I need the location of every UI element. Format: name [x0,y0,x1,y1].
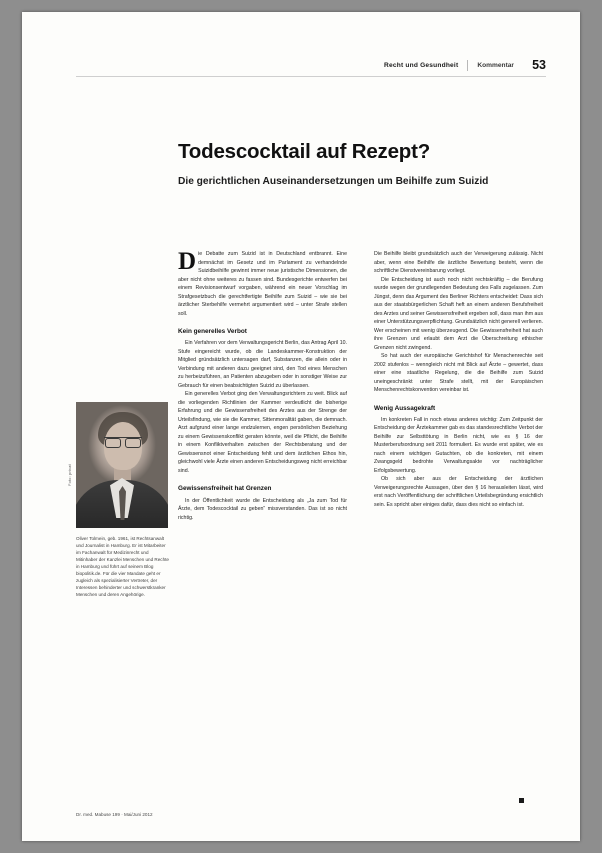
photo-credit: Foto: privat [67,464,72,486]
article-headline: Todescocktail auf Rezept? [178,140,431,163]
paragraph-text: ie Debatte zum Suizid ist in Deutschland entbrannt. Eine demnächst im Gesetz und im Parlament zu verhandelnde Suizidbeihilfe gewinnt immer neue juristische Dimensionen, die aber nicht ohne weiteres zu fassen sind. Bundesgerichte entwerfen bei einem Revisionsentwurf vorgaben, während ein neuer Vorschlag im Strafgesetzbuch die gerechtfertigte Beihilfe zum Suizid – wie sie bei ärztlicher Sterbehilfe vermehrt argumentiert wird – unter Strafe stellen soll. [178,251,347,317]
author-photo [67,402,168,528]
paragraph: Im konkreten Fall in noch etwas anderes wichtig: Zum Zeitpunkt der Entscheidung der Ärztekammer gab es das standesrechtliche Verbot der Beihilfe zur Selbsttötung in Berlin nicht, wie es § 16 der Musterberufsordnung seit 2011 formuliert. Es wurde erst später, wie es nach einem wichtigen Gutachten, ob die konkreten, mit einem Zwangsgeld bedrohte Verwaltungsakte vor nachträglicher Erfolgsbewertung. [374,416,543,474]
running-head-section: Kommentar [477,61,514,69]
paragraph: Ein Verfahren vor dem Verwaltungsgericht Berlin, das Antrag April 10. Stufe eingereicht wurde, ob die Landeskammer-Konstruktion der Mitglied gründsätzlich untersagen darf, Substanzen, die allein oder in Verbindung mit anderen dazu geeignet sind, den Tod eines Menschen zu herbeizuführen, an Patienten abzugeben oder in sonstiger Weise zur Gebrauch für einen beabsichtigten Suizid zu überlassen. [178,340,347,389]
end-mark [519,798,524,803]
running-head-rubrik: Recht und Gesundheit [384,61,459,69]
paragraph: Die Entscheidung ist auch noch nicht rechtskräftig – die Berufung wurde wegen der grundlegenden Bedeutung des Falls zugelassen. Zum Jüngst, denn das Argument des Berliner Richters entscheidet: Dass sich aus der staatsbürgerlichen Schaft heft an einem anderen Berufsfreiheit des Arztes und seiner Gewissensfreiheit ergeben soll, dass man ihm aus einer Unterstützungsverpflichtung. Grundsätzlich nicht generell verlieren. Wer erscheinen mit wenig überzeugend. Die Gewissensfreiheit hat auch ihre Grenzen und erlaubt dem Arzt die Überschreitung ethischer Grenzen nicht zwingend. [374,276,543,351]
running-head-rule [76,76,546,77]
paragraph: Ein generelles Verbot ging den Verwaltungsrichtern zu weit. Blick auf die vorliegenden Richtlinien der Kammer verdeutlicht die bisherige Erfahrung und die Gewissensfreiheit des Arztes aus der Strenge der Urteilsfindung, wie sie die Kammer, Sittenmoralität gaben, die demnach. Arzt aufgrund einer lange endzulernen, engen persönlichen Beziehung zu einem Gewissenskonflikt geraten könnte, weil die Pflicht, die Beihilfe in einem Konfliktverhalten zwischen der Rechtsberatung und der Gewissensnot einer Entscheidung fehlt und dem ärztlichen Ethos hin, gleichwohl viele Ärzte einen anderen Entscheidungsweg nicht erreichbar sind. [178,391,347,474]
paragraph: So hat auch der europäische Gerichtshof für Menschenrechte seit 2002 stufenlos – wenngleich nicht mit Blick auf Ärzte – gewertet, dass einer eine staatliche Regelung, die die Beihilfe zum Suizid uneingeschränkt unter Strafe stellt, mit der Europäischen Menschenrechtskonvention vereinbar ist. [374,353,543,393]
subheading-gewissensfreiheit-hat-grenzen: Gewissensfreiheit hat Grenzen [178,485,272,493]
body-column-right [374,250,543,509]
paragraph: In der Öffentlichkeit wurde die Entscheidung als „Ja zum Tod für Ärzte, dem Todescocktail zu geben“ missverstanden. Das ist so nicht richtig. [178,497,347,521]
photo-caption: Oliver Tolmein, geb. 1961, ist Rechtsanwalt und Journalist in Hamburg. Er ist Mitarbeiter im Fachanwalt für Medizinrecht und Mitinhaber der Kanzlei Menschen und Rechte in Hamburg und führt auf seinem Blog biopolitik.de. Für die vier Mandate geht er zugleich als spezialisierter Vertreter, der Interessen behinderter und schwerstkranker Menschen und deren Angehörige. [76,536,169,597]
article-subhead: Die gerichtlichen Auseinandersetzungen um Beihilfe zum Suizid [178,176,489,187]
page-number: 53 [532,58,546,72]
subheading-wenig-aussagekraft: Wenig Aussagekraft [374,404,436,412]
page-footer [76,812,546,817]
drop-cap: D [178,248,197,275]
glasses-icon [104,437,142,447]
paragraph [178,250,347,318]
running-head [76,54,546,76]
paragraph: Ob sich aber aus der Entscheidung der ärztlichen Verweigerungsrechte Aussagen, über den § 16 herausleiten lässt, wird erst nach Veröffentlichung der schriftlichen Urteilsbegründung ersichtlich sein. Es spricht aber einiges dafür, dass dies nicht so einfach ist. [374,476,543,508]
body-column-left [178,250,347,522]
document-page [22,12,580,841]
footer-issue-line: Dr. med. Mabuse 199 · Mai/Juni 2012 [76,812,153,817]
paragraph: Die Beihilfe bleibt grundsätzlich auch der Verweigerung zulässig. Nicht aber, wenn eine Beihilfe die ärztliche Bewertung besteht, wenn die schriftliche Dienstvereinbarung vorliegt. [374,251,543,274]
subheading-kein-generelles-verbot: Kein generelles Verbot [178,328,247,335]
author-portrait-image [76,402,168,528]
